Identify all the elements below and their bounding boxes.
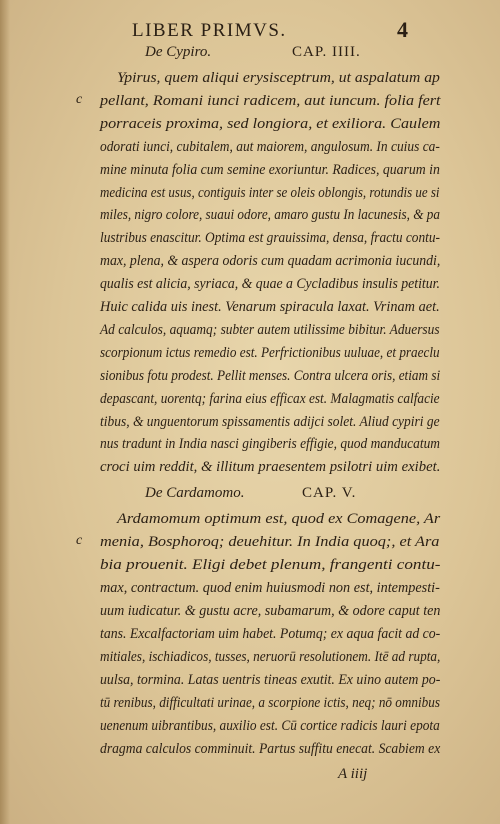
- text-line: tibus, & unguentorum spissamentis adijci solet. Aliud cypiri ge: [100, 413, 440, 430]
- text-line: Ardamomum optimum est, quod ex Comagene, Ar: [117, 511, 441, 527]
- text-line: uulsa, tormina. Latas uentris tineas exutit. Ex uino autem po-: [100, 672, 441, 688]
- chapter-number: CAP. V.: [302, 485, 357, 501]
- text-line: odorati iunci, cubitalem, aut maiorem, angulosum. In cuius ca-: [100, 138, 440, 155]
- section-subject: De Cypiro.: [145, 44, 212, 60]
- text-line: mitiales, ischiadicos, tusses, neruorū resolutionem. Itē ad rupta,: [100, 649, 441, 665]
- running-title: LIBER PRIMVS.: [132, 20, 287, 41]
- text-line: croci uim reddit, & illitum praesentem psilotri uim exibet.: [100, 459, 441, 476]
- text-line: sionibus fotu prodest. Pellit menses. Contra ulcera oris, etiam si: [100, 367, 441, 384]
- text-line: porraceis proxima, sed longiora, et exiliora. Caulem: [100, 115, 441, 132]
- section-heading-cardamomo: [145, 485, 244, 502]
- text-line: Huic calida uis inest. Venarum spiracula laxat. Vrinam aet.: [100, 299, 440, 315]
- text-line: tans. Excalfactoriam uim habet. Potumq; ex aqua facit ad co-: [100, 626, 441, 642]
- section-heading-cypiro: [145, 44, 211, 61]
- signature-mark: A iiij: [338, 766, 368, 782]
- text-line: tū renibus, difficultati urinae, a scorpione ictis, neq; nō omnibus: [100, 695, 440, 711]
- folio-number: 4: [397, 17, 408, 42]
- text-line: qualis est alicia, syriaca, & quae a Cycladibus insulis petitur.: [100, 276, 440, 293]
- text-line: uenenum uibrantibus, auxilio est. Cū cortice radicis lauri epota: [100, 718, 440, 734]
- text-line: Ad calculos, aquamq; subter autem utilissime bibitur. Aduersus: [100, 321, 440, 338]
- text-line: scorpionum ictus remedio est. Perfrictionibus uuluae, et praeclu: [100, 344, 440, 361]
- text-line: max, plena, & aspera odoris cum quadam acrimonia iucundi,: [100, 253, 441, 270]
- text-line: max, contractum. quod enim huiusmodi non est, intempesti-: [100, 580, 440, 596]
- margin-mark: c: [76, 92, 83, 107]
- text-line: medicina est usus, contiguis inter se oleis oblongis, rotundis ue si: [100, 184, 440, 201]
- margin-mark: c: [76, 533, 83, 548]
- text-line: nus tradunt in India nasci gingiberis effigie, quod manducatum: [100, 436, 441, 453]
- page-gutter-shadow: [0, 0, 10, 824]
- chapter-label-4: [292, 44, 361, 61]
- chapter-number: CAP. IIII.: [292, 44, 361, 60]
- text-line: miles, nigro colore, suaui odore, amaro gustu In lacunesis, & pa: [100, 207, 440, 224]
- text-line: lustribus enascitur. Optima est grauissima, densa, fractu contu-: [100, 230, 440, 247]
- text-line: bia prouenit. Eligi debet plenum, frangenti contu-: [100, 557, 441, 573]
- text-line: pellant, Romani iunci radicem, aut iuncum. folia fert: [100, 92, 441, 109]
- chapter-label-5: [302, 485, 356, 502]
- text-line: depascant, uorentq; farina eius efficax est. Malagmatis calfacie: [100, 390, 440, 407]
- text-line: menia, Bosphoroq; deuehitur. In India quoq;, et Ara: [100, 534, 440, 550]
- text-line: dragma calculos comminuit. Partus suffitu enecat. Scabiem ex: [100, 741, 441, 757]
- text-line: uum iudicatur. & gustu acre, subamarum, & odore caput ten: [100, 603, 441, 619]
- text-line: Ypirus, quem aliqui erysisceptrum, ut aspalatum ap: [117, 70, 440, 86]
- text-line: mine minuta folia cum semine exoriuntur. Radices, quarum in: [100, 161, 440, 178]
- section-subject: De Cardamomo.: [145, 485, 245, 501]
